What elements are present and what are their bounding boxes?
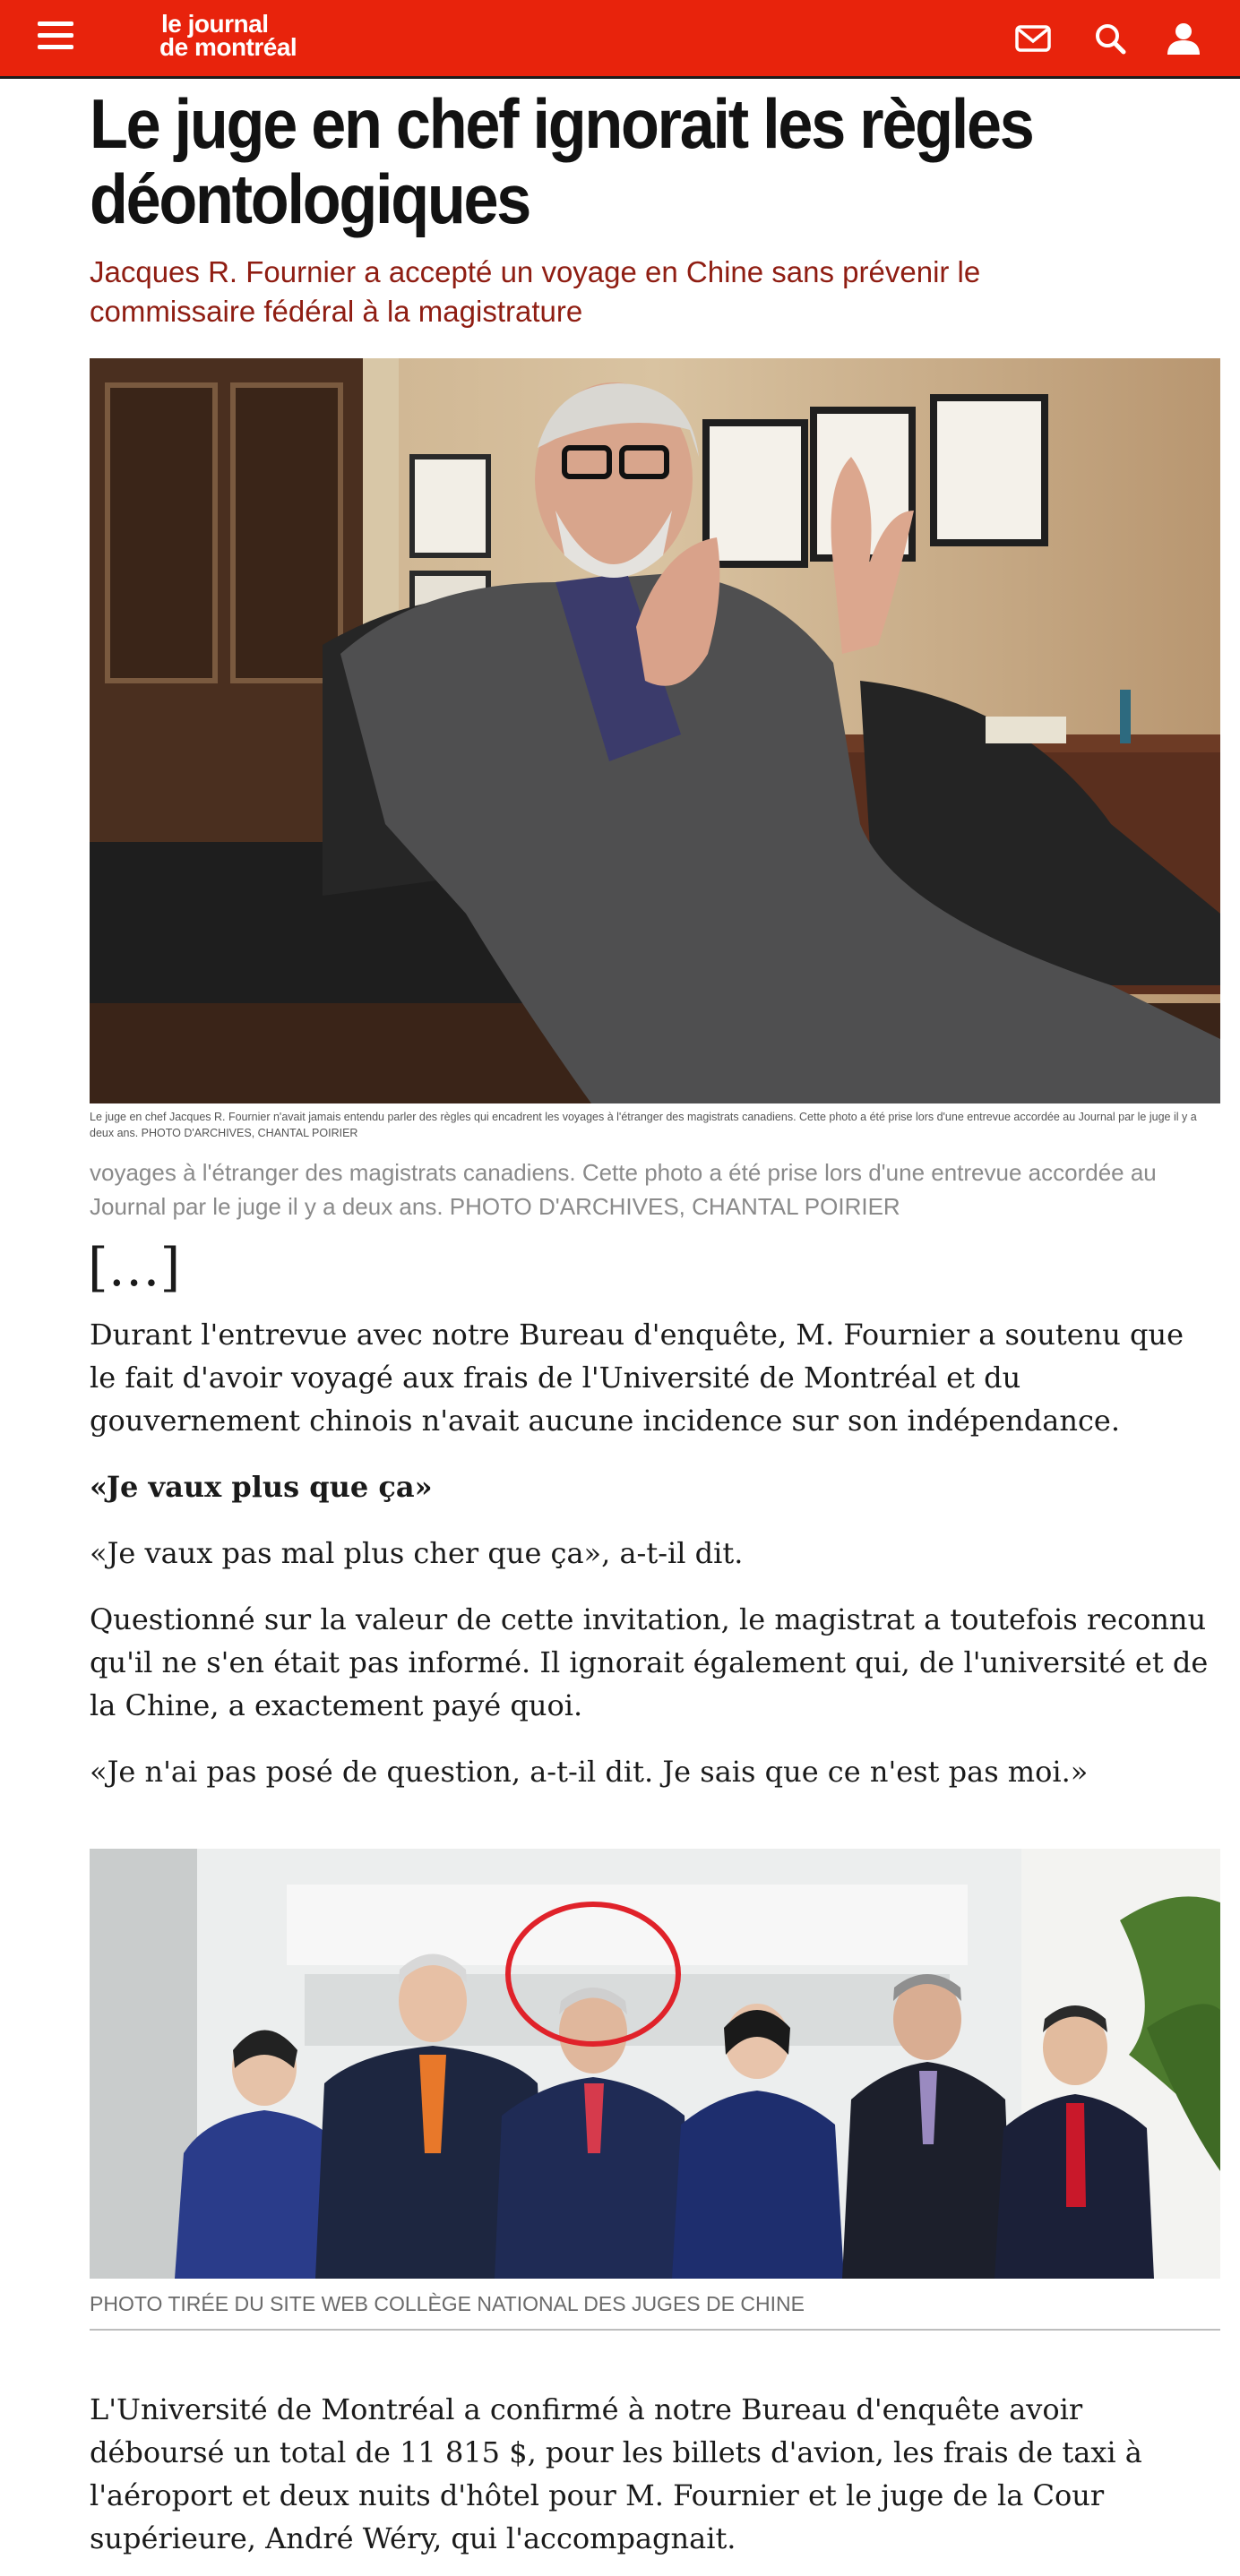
article-photo-group[interactable]	[90, 1849, 1220, 2279]
user-icon[interactable]	[1159, 14, 1208, 63]
text-ellipsis: […]	[88, 1237, 181, 1298]
photo-caption-small: Le juge en chef Jacques R. Fournier n'avait jamais entendu parler des règles qui encadrent les voyages à l'étranger des magistrats canadiens. Cette photo a été prise lors d'une entrevue accordée au Journal par le juge il y a deux ans. PHOTO D'ARCHIVES, CHANTAL POIRIER	[90, 1111, 1197, 1139]
article-subtitle: Jacques R. Fournier a accepté un voyage en Chine sans prévenir le commissaire fédéral à la magistrature	[90, 255, 981, 328]
search-icon[interactable]	[1086, 14, 1134, 63]
paragraph-1: Durant l'entrevue avec notre Bureau d'enquête, M. Fournier a soutenu que le fait d'avoir voyagé aux frais de l'Université de Montréal et du gouvernement chinois n'avait aucune incidence sur son indépendance.	[90, 1318, 1184, 1438]
article-title: Le juge en chef ignorait les règles déontologiques	[90, 84, 1033, 238]
paragraph-2: «Je vaux pas mal plus cher que ça», a-t-il dit.	[90, 1536, 744, 1570]
site-logo[interactable]	[159, 10, 297, 61]
article-photo-judge-interview[interactable]	[90, 358, 1220, 1103]
photo-caption-overlay: voyages à l'étranger des magistrats canadiens. Cette photo a été prise lors d'une entrevue accordée au Journal par le juge il y a deux ans. PHOTO D'ARCHIVES, CHANTAL POIRIER	[90, 1159, 1157, 1220]
menu-icon[interactable]	[38, 20, 77, 52]
intertitle: «Je vaux plus que ça»	[90, 1470, 433, 1504]
site-header	[0, 0, 1240, 79]
paragraph-5: L'Université de Montréal a confirmé à notre Bureau d'enquête avoir déboursé un total de 11 815 $, pour les billets d'avion, les frais de taxi à l'aéroport et deux nuits d'hôtel pour M. Fournier et le juge de la Cour supérieure, André Wéry, qui l'accompagnait.	[90, 2392, 1142, 2555]
mail-icon[interactable]	[1009, 14, 1057, 63]
divider	[90, 2329, 1220, 2331]
photo-credit: PHOTO TIRÉE DU SITE WEB COLLÈGE NATIONAL DES JUGES DE CHINE	[90, 2292, 805, 2315]
paragraph-3: Questionné sur la valeur de cette invitation, le magistrat a toutefois reconnu qu'il ne s'en était pas informé. Il ignorait également qui, de l'université et de la Chine, a exactement payé quoi.	[90, 1602, 1209, 1722]
paragraph-4: «Je n'ai pas posé de question, a-t-il dit. Je sais que ce n'est pas moi.»	[90, 1755, 1089, 1789]
logo-line-2: de montréal	[159, 33, 297, 61]
logo-line-1: le journal	[161, 10, 269, 38]
